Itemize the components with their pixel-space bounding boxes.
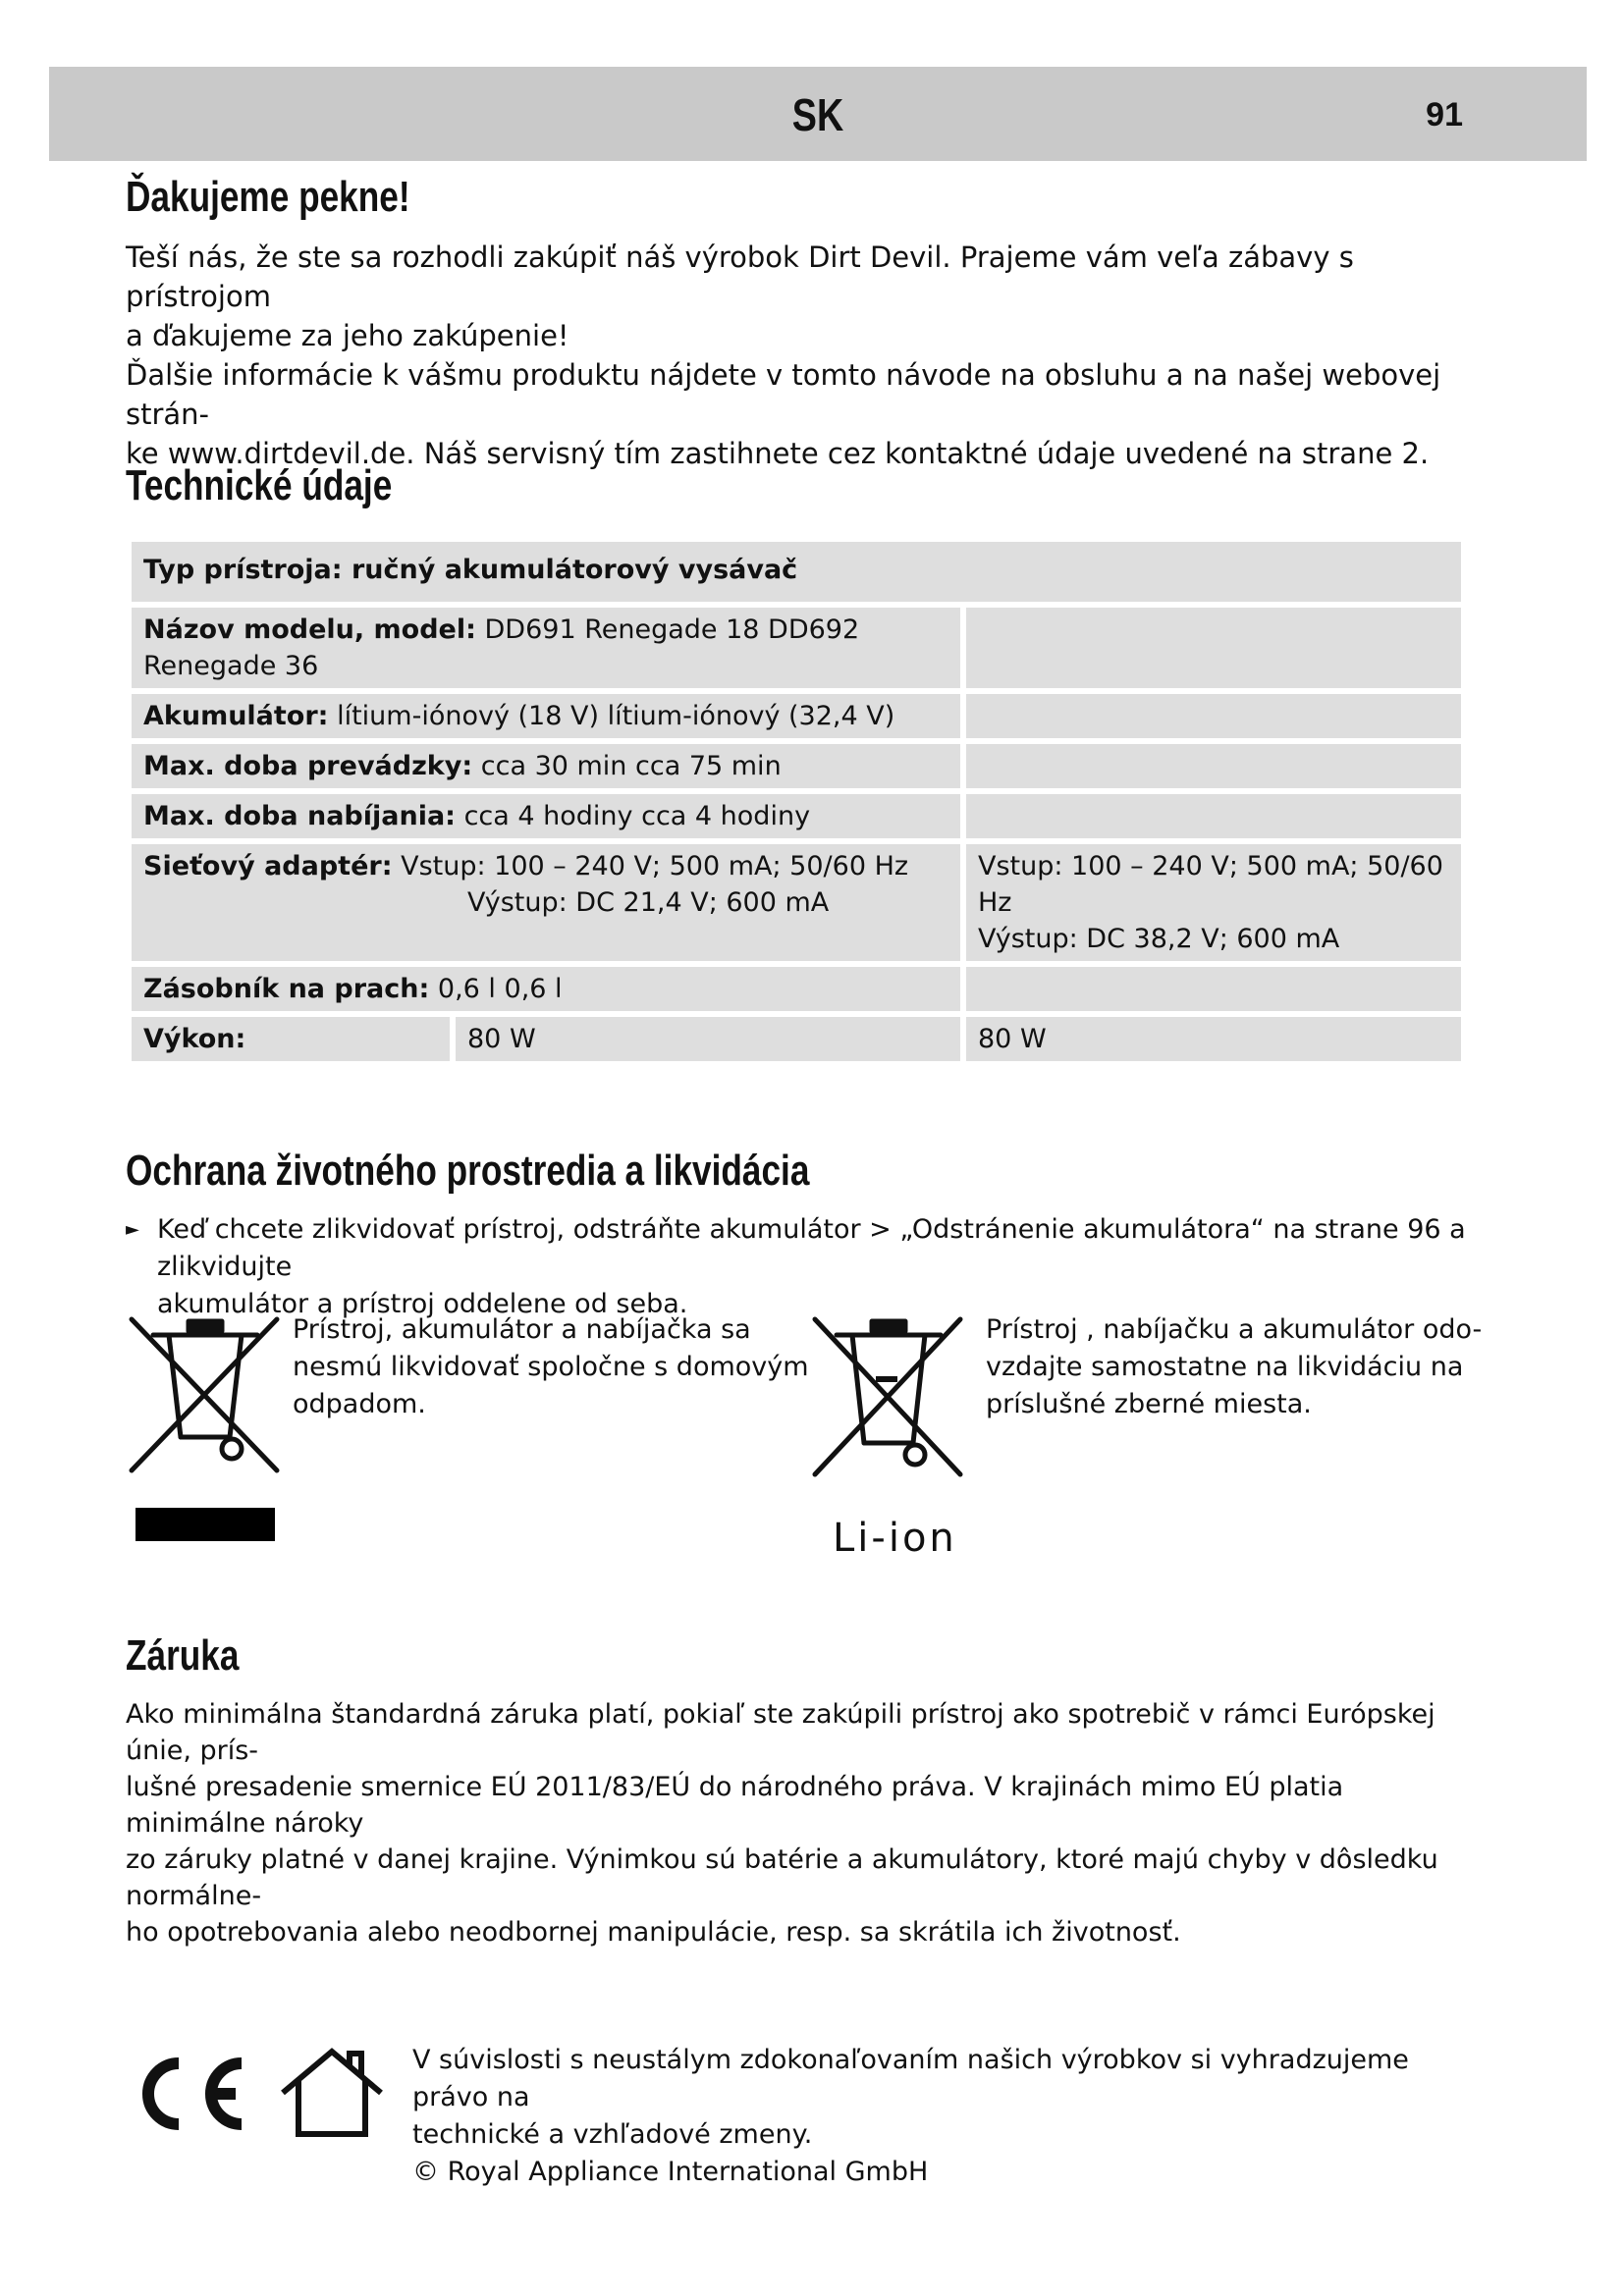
house-icon (279, 2046, 385, 2140)
warranty-line: ho opotrebovania alebo neodbornej manipulácie, resp. sa skrátila ich životnosť. (126, 1917, 1181, 1948)
empty-cell (966, 794, 1461, 838)
tech-heading: Technické údaje (126, 461, 393, 509)
weee-right-line: vzdajte samostatne na likvidáciu na (986, 1352, 1464, 1382)
table-row (132, 608, 1461, 688)
thanks-line: ke www.dirtdevil.de. Náš servisný tím zastihnete cez kontaktné údaje uvedené na strane 2. (126, 437, 1430, 470)
language-code: SK (791, 89, 844, 140)
bullet-line: Keď chcete zlikvidovať prístroj, odstráňte akumulátor > „Odstránenie akumulátora“ na strane 96 a zlikvidujte (157, 1214, 1466, 1282)
li-ion-label: Li-ion (833, 1516, 957, 1561)
row-value: lítium-iónový (18 V) lítium-iónový (32,4 V) (337, 701, 895, 731)
row-label: Akumulátor: (143, 701, 329, 731)
adapter-cell (132, 844, 960, 961)
empty-cell (966, 694, 1461, 738)
bullet-line: akumulátor a prístroj oddelene od seba. (157, 1289, 688, 1319)
bullet-text (157, 1211, 1483, 1323)
tech-table (126, 536, 1467, 1067)
crossed-bin-icon (807, 1311, 970, 1484)
weee-left-line: odpadom. (293, 1389, 426, 1419)
separate-collection-bar (135, 1508, 275, 1541)
weee-left-line: nesmú likvidovať spoločne s domovým (293, 1352, 809, 1382)
weee-left-line: Prístroj, akumulátor a nabíjačka sa (293, 1314, 751, 1345)
warranty-line: Ako minimálna štandardná záruka platí, pokiaľ ste zakúpili prístroj ako spotrebič v rámci Európskej únie, prís- (126, 1699, 1435, 1766)
runtime-cell (132, 744, 960, 788)
row-label: Názov modelu, model: (143, 614, 476, 645)
adapter-left-input: Vstup: 100 – 240 V; 500 mA; 50/60 Hz (401, 851, 909, 881)
model-cell (132, 608, 960, 688)
table-row (132, 967, 1461, 1011)
row-value: cca 30 min cca 75 min (480, 751, 782, 781)
power-left-cell: 80 W (456, 1017, 960, 1061)
charging-cell (132, 794, 960, 838)
crossed-bin-icon (124, 1311, 287, 1478)
power-right-cell: 80 W (966, 1017, 1461, 1061)
power-label-cell: Výkon: (132, 1017, 450, 1061)
empty-cell (966, 967, 1461, 1011)
adapter-right-cell (966, 844, 1461, 961)
row-value: cca 4 hodiny cca 4 hodiny (463, 801, 811, 831)
ce-mark-icon (126, 2052, 253, 2136)
empty-cell (966, 608, 1461, 688)
page-number: 91 (1426, 96, 1463, 133)
row-value: 0,6 l 0,6 l (437, 974, 563, 1004)
row-label: Max. doba nabíjania: (143, 801, 456, 831)
bullet-arrow-icon: ► (126, 1219, 139, 1240)
table-row (132, 794, 1461, 838)
thanks-line: a ďakujeme za jeho zakúpenie! (126, 319, 569, 352)
warranty-line: lušné presadenie smernice EÚ 2011/83/EÚ do národného práva. V krajinách mimo EÚ platia minimálne nároky (126, 1772, 1344, 1839)
row-label: Sieťový adaptér: (143, 851, 393, 881)
weee-left-text (293, 1311, 809, 1423)
thanks-paragraph (126, 238, 1481, 473)
adapter-right-input: Vstup: 100 – 240 V; 500 mA; 50/60 Hz (978, 851, 1443, 918)
device-type-cell: Typ prístroja: ručný akumulátorový vysávač (132, 542, 1461, 602)
table-row (132, 844, 1461, 961)
table-row (132, 694, 1461, 738)
empty-cell (966, 744, 1461, 788)
environment-heading: Ochrana životného prostredia a likvidácia (126, 1147, 810, 1195)
table-row (132, 542, 1461, 602)
row-label: Max. doba prevádzky: (143, 751, 473, 781)
copyright-line: © Royal Appliance International GmbH (412, 2157, 929, 2187)
thanks-line: Ďalšie informácie k vášmu produktu nájdete v tomto návode na obsluhu a na našej webovej strán- (126, 358, 1441, 431)
battery-cell (132, 694, 960, 738)
page-header (49, 67, 1587, 161)
table-row (132, 1017, 1461, 1061)
thanks-heading: Ďakujeme pekne! (126, 173, 410, 221)
adapter-right-output: Výstup: DC 38,2 V; 600 mA (978, 924, 1340, 954)
weee-right-text (986, 1311, 1482, 1423)
warranty-paragraph (126, 1696, 1481, 1950)
table-row (132, 744, 1461, 788)
footer-note (412, 2042, 1473, 2191)
footer-line: V súvislosti s neustálym zdokonaľovaním našich výrobkov si vyhradzujeme právo na (412, 2045, 1409, 2112)
row-label: Zásobník na prach: (143, 974, 430, 1004)
warranty-heading: Záruka (126, 1631, 240, 1680)
warranty-line: zo záruky platné v danej krajine. Výnimkou sú batérie a akumulátory, ktoré majú chyby v dôsledku normálne- (126, 1844, 1438, 1911)
footer-line: technické a vzhľadové zmeny. (412, 2119, 813, 2150)
weee-right-line: príslušné zberné miesta. (986, 1389, 1312, 1419)
row-value: DD691 Renegade 18 DD692 Renegade 36 (143, 614, 860, 681)
thanks-line: Teší nás, že ste sa rozhodli zakúpiť náš výrobok Dirt Devil. Prajeme vám veľa zábavy s prístrojom (126, 240, 1354, 313)
adapter-left-output: Výstup: DC 21,4 V; 600 mA (467, 887, 830, 918)
dust-cell (132, 967, 960, 1011)
weee-right-line: Prístroj , nabíjačku a akumulátor odo- (986, 1314, 1483, 1345)
